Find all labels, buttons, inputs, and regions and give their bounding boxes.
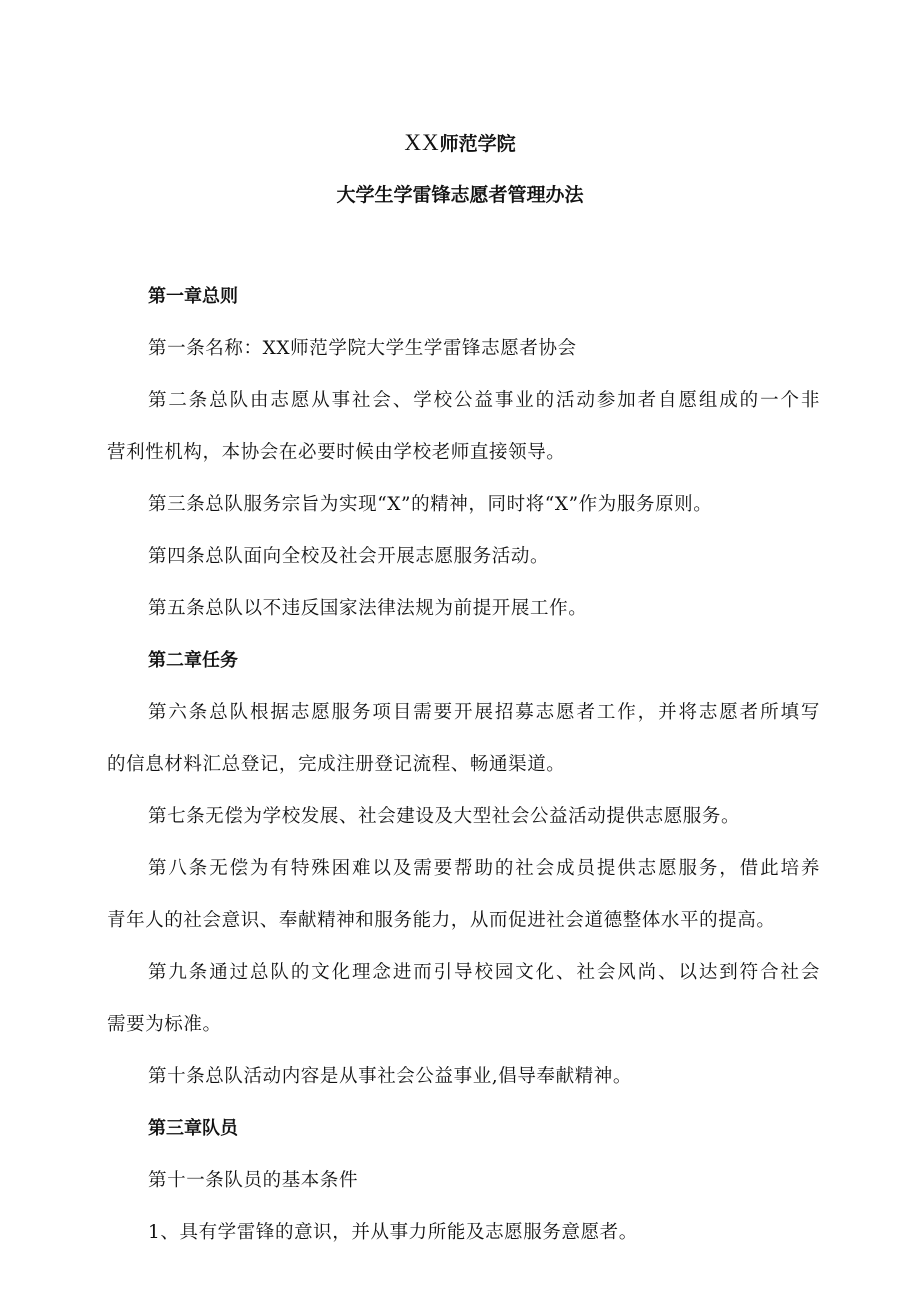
article-9-line-2: 需要为标准。 xyxy=(107,1014,222,1035)
title-school-name: 师范学院 xyxy=(439,133,516,155)
article-10: 第十条总队活动内容是从事社会公益事业,倡导奉献精神。 xyxy=(148,1066,632,1087)
chapter-heading: 第三章队员 xyxy=(148,1118,238,1139)
article-5: 第五条总队以不违反国家法律法规为前提开展工作。 xyxy=(148,598,588,619)
title-school-prefix: XX xyxy=(404,130,440,155)
article-2-line-1: 第二条总队由志愿从事社会、学校公益事业的活动参加者自愿组成的一个非 xyxy=(148,390,820,411)
article-3: 第三条总队服务宗旨为实现“X”的精神，同时将“X”作为服务原则。 xyxy=(148,494,713,515)
article-7: 第七条无偿为学校发展、社会建设及大型社会公益活动提供志愿服务。 xyxy=(148,806,741,827)
article-11: 第十一条队员的基本条件 xyxy=(148,1170,359,1191)
article-9-line-1: 第九条通过总队的文化理念进而引导校园文化、社会风尚、以达到符合社会 xyxy=(148,962,820,983)
article-4: 第四条总队面向全校及社会开展志愿服务活动。 xyxy=(148,546,550,567)
article-2-line-2: 营利性机构，本协会在必要时候由学校老师直接领导。 xyxy=(107,442,566,463)
article-11-item-1: 1、具有学雷锋的意识，并从事力所能及志愿服务意愿者。 xyxy=(148,1222,638,1243)
chapter-heading: 第二章任务 xyxy=(148,650,238,671)
article-8-line-1: 第八条无偿为有特殊困难以及需要帮助的社会成员提供志愿服务，借此培养 xyxy=(148,858,820,879)
chapter-heading: 第一章总则 xyxy=(148,286,238,307)
article-6-line-1: 第六条总队根据志愿服务项目需要开展招募志愿者工作，并将志愿者所填写 xyxy=(148,702,820,723)
document-title-line-2: 大学生学雷锋志愿者管理办法 xyxy=(336,184,584,206)
article-6-line-2: 的信息材料汇总登记，完成注册登记流程、畅通渠道。 xyxy=(107,754,566,775)
article-8-line-2: 青年人的社会意识、奉献精神和服务能力，从而促进社会道德整体水平的提高。 xyxy=(107,910,776,931)
article-1: 第一条名称：XX师范学院大学生学雷锋志愿者协会 xyxy=(148,338,577,359)
document-body xyxy=(107,271,820,1259)
document-title-line-1 xyxy=(0,129,920,156)
